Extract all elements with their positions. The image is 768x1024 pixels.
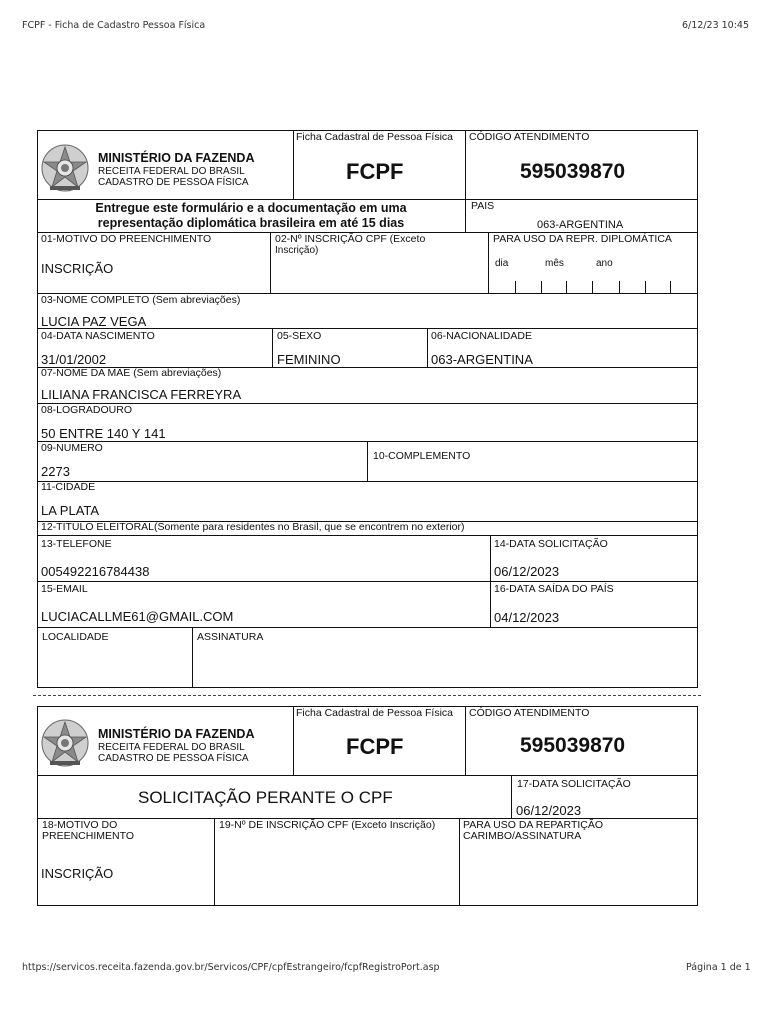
pais-value: 063-ARGENTINA: [537, 219, 624, 231]
field-09-numero: 2273: [41, 464, 70, 479]
field-17-data-solicitacao: 06/12/2023: [516, 803, 582, 818]
ficha-label: Ficha Cadastral de Pessoa Física: [296, 131, 453, 143]
ministry-title-receipt: MINISTÉRIO DA FAZENDA: [98, 727, 255, 741]
field-07-label: 07-NOME DA MÃE (Sem abreviações): [41, 367, 222, 379]
field-15-label: 15-EMAIL: [41, 583, 88, 595]
field-18-label-2: PREENCHIMENTO: [42, 830, 134, 842]
field-04-data-nascimento: 31/01/2002: [41, 352, 107, 367]
codigo-label-receipt: CÓDIGO ATENDIMENTO: [469, 707, 590, 719]
field-13-telefone: 005492216784438: [41, 564, 150, 579]
fcpf-heading: FCPF: [346, 159, 404, 184]
field-12-label: 12-TITULO ELEITORAL(Somente para residentes no Brasil, que se encontrem no exterior): [41, 521, 465, 533]
print-url: https://servicos.receita.fazenda.gov.br/Servicos/CPF/cpfEstrangeiro/fcpfRegistroPort.asp: [22, 962, 440, 973]
ministry-title: MINISTÉRIO DA FAZENDA: [98, 151, 255, 165]
reparticao-label-2: CARIMBO/ASSINATURA: [463, 830, 582, 842]
field-01-motivo: INSCRIÇÃO: [41, 261, 114, 276]
field-01-label: 01-MOTIVO DO PREENCHIMENTO: [41, 233, 212, 245]
field-16-data-saida: 04/12/2023: [494, 610, 560, 625]
ministry-subtitle-2-receipt: CADASTRO DE PESSOA FÍSICA: [98, 753, 249, 764]
localidade-label: LOCALIDADE: [42, 631, 109, 643]
codigo-label: CÓDIGO ATENDIMENTO: [469, 131, 590, 143]
field-06-label: 06-NACIONALIDADE: [431, 330, 532, 342]
field-03-nome: LUCIA PAZ VEGA: [41, 314, 147, 329]
delivery-note-line-1: Entregue este formulário e a documentação em uma: [95, 201, 407, 215]
field-05-label: 05-SEXO: [277, 330, 322, 342]
ficha-label-receipt: Ficha Cadastral de Pessoa Física: [296, 707, 453, 719]
dia-label: dia: [495, 258, 509, 269]
pais-label: PAIS: [471, 200, 495, 212]
field-16-label: 16-DATA SAÍDA DO PAÍS: [494, 583, 614, 595]
ministry-subtitle-1-receipt: RECEITA FEDERAL DO BRASIL: [98, 742, 245, 753]
fcpf-heading-receipt: FCPF: [346, 734, 404, 759]
field-19-label: 19-Nº DE INSCRIÇÃO CPF (Exceto Inscrição): [219, 819, 436, 831]
ministry-subtitle-1: RECEITA FEDERAL DO BRASIL: [98, 166, 245, 177]
reparticao-label-1: PARA USO DA REPARTIÇÃO: [463, 819, 604, 831]
diplomatica-label: PARA USO DA REPR. DIPLOMÁTICA: [493, 233, 672, 245]
field-15-email: LUCIACALLME61@GMAIL.COM: [41, 609, 234, 624]
field-02-label-2: Inscrição): [275, 245, 319, 256]
brazil-emblem-icon-receipt: [40, 718, 90, 768]
print-page-number: Página 1 de 1: [686, 962, 751, 973]
codigo-atendimento: 595039870: [520, 160, 626, 183]
field-13-label: 13-TELEFONE: [41, 538, 112, 550]
field-06-nacionalidade: 063-ARGENTINA: [431, 352, 533, 367]
cut-line: [33, 695, 701, 696]
delivery-note: [40, 201, 462, 231]
field-05-sexo: FEMININO: [277, 352, 341, 367]
brazil-emblem-icon: [40, 143, 90, 193]
field-14-label: 14-DATA SOLICITAÇÃO: [494, 538, 608, 550]
field-04-label: 04-DATA NASCIMENTO: [41, 330, 155, 342]
ano-label: ano: [596, 258, 613, 269]
field-03-label: 03-NOME COMPLETO (Sem abreviações): [41, 294, 241, 306]
print-datetime: 6/12/23 10:45: [682, 20, 750, 31]
field-18-motivo: INSCRIÇÃO: [41, 866, 114, 881]
field-08-logradouro: 50 ENTRE 140 Y 141: [41, 426, 166, 441]
field-18-label-1: 18-MOTIVO DO: [42, 819, 118, 831]
field-10-label: 10-COMPLEMENTO: [373, 450, 471, 462]
field-11-label: 11-CIDADE: [41, 481, 96, 493]
receipt-title: SOLICITAÇÃO PERANTE O CPF: [138, 788, 393, 807]
field-17-label: 17-DATA SOLICITAÇÃO: [517, 778, 631, 790]
codigo-atendimento-receipt: 595039870: [520, 734, 626, 757]
assinatura-label: ASSINATURA: [197, 631, 264, 643]
field-09-label: 09-NUMERO: [41, 442, 103, 454]
field-08-label: 08-LOGRADOURO: [41, 404, 133, 416]
ministry-subtitle-2: CADASTRO DE PESSOA FÍSICA: [98, 177, 249, 188]
print-title: FCPF - Ficha de Cadastro Pessoa Física: [22, 20, 206, 31]
field-14-data-solicitacao: 06/12/2023: [494, 564, 560, 579]
delivery-note-line-2: representação diplomática brasileira em até 15 dias: [97, 216, 405, 230]
field-02-label-1: 02-Nº INSCRIÇÃO CPF (Exceto: [275, 233, 426, 245]
mes-label: mês: [545, 258, 564, 269]
field-07-nome-mae: LILIANA FRANCISCA FERREYRA: [41, 387, 242, 402]
field-11-cidade: LA PLATA: [41, 503, 100, 518]
